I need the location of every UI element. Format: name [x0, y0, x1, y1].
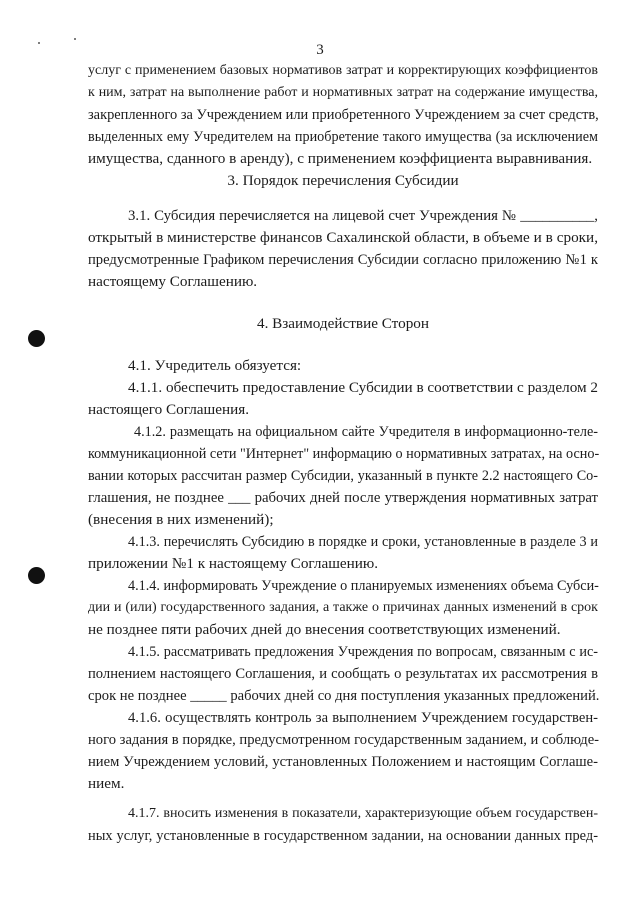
- text-line: 4.1.7. вносить изменения в показатели, характеризующие объем государствен-: [128, 806, 598, 821]
- text-line: ных услуг, установленные в государственном задании, на основании данных пред-: [88, 828, 598, 844]
- text-line: 4.1.3. перечислять Субсидию в порядке и сроки, установленные в разделе 3 и: [128, 534, 598, 550]
- text-line: 4.1.5. рассматривать предложения Учреждения по вопросам, связанным с ис-: [128, 644, 598, 660]
- text-line: не позднее пяти рабочих дней до внесения соответствующих изменений.: [88, 621, 561, 638]
- section-heading-4: 4. Взаимодействие Сторон: [256, 315, 430, 332]
- text-line: приложении №1 к настоящему Соглашению.: [88, 555, 379, 572]
- text-line: 4.1. Учредитель обязуется:: [128, 357, 302, 374]
- text-line: 4.1.6. осуществлять контроль за выполнением Учреждением государствен-: [128, 710, 598, 726]
- text-line: 4.1.4. информировать Учреждение о планируемых изменениях объема Субси-: [128, 578, 599, 594]
- text-line: 4.1.2. размещать на официальном сайте Учредителя в информационно-теле-: [134, 424, 598, 440]
- hole-punch-mark: [28, 330, 45, 347]
- clause-3-1: [88, 205, 598, 293]
- text-line: нием.: [88, 775, 125, 792]
- section-heading-4-wrap: [88, 313, 598, 335]
- text-line: 4.1.1. обеспечить предоставление Субсидии в соответствии с разделом 2: [128, 379, 598, 396]
- section-heading-3: 3. Порядок перечисления Субсидии: [227, 172, 459, 189]
- text-line: нием Учреждением условий, установленных Положением и настоящим Соглаше-: [88, 754, 598, 770]
- text-line: (внесения в них изменений);: [88, 511, 274, 528]
- text-line: услуг с применением базовых нормативов затрат и корректирующих коэффициентов: [88, 63, 598, 78]
- text-line: 3.1. Субсидия перечисляется на лицевой счет Учреждения № __________,: [128, 208, 598, 224]
- scan-speck: [74, 38, 76, 40]
- text-line: полнением настоящего Соглашения, и сообщать о результатах их рассмотрения в: [88, 666, 598, 682]
- text-line: глашения, не позднее ___ рабочих дней после утверждения нормативных затрат: [88, 490, 598, 506]
- text-line: коммуникационной сети "Интернет" информацию о нормативных затратах, на осно-: [88, 446, 600, 462]
- text-line: срок не позднее _____ рабочих дней со дня поступления указанных предложений.: [88, 688, 600, 704]
- text-line: вании которых рассчитан размер Субсидии, указанный в пункте 2.2 настоящего Со-: [88, 468, 598, 484]
- text-line: закрепленного за Учреждением или приобретенного Учреждением за счет средств,: [88, 107, 599, 123]
- text-line: к ним, затрат на выполнение работ и нормативных затрат на содержание имущества,: [88, 85, 598, 100]
- page-number: 3: [316, 42, 324, 58]
- text-line: выделенных ему Учредителем на приобретение такого имущества (за исключением: [88, 129, 598, 145]
- text-line: ного задания в порядке, предусмотренном государственным заданием, и соблюде-: [88, 732, 600, 748]
- section-4-body: [88, 355, 598, 847]
- text-line: открытый в министерстве финансов Сахалинской области, в объеме и в сроки,: [88, 229, 598, 246]
- hole-punch-mark: [28, 567, 45, 584]
- text-line: предусмотренные Графиком перечисления Субсидии согласно приложению №1 к: [88, 252, 598, 268]
- intro-paragraph: [88, 60, 598, 192]
- text-line: имущества, сданного в аренду), с применением коэффициента выравнивания.: [88, 150, 593, 167]
- text-line: настоящего Соглашения.: [88, 401, 249, 418]
- text-line: настоящему Соглашению.: [88, 273, 258, 290]
- text-line: дии и (или) государственного задания, а также о причинах данных изменений в срок: [88, 600, 598, 615]
